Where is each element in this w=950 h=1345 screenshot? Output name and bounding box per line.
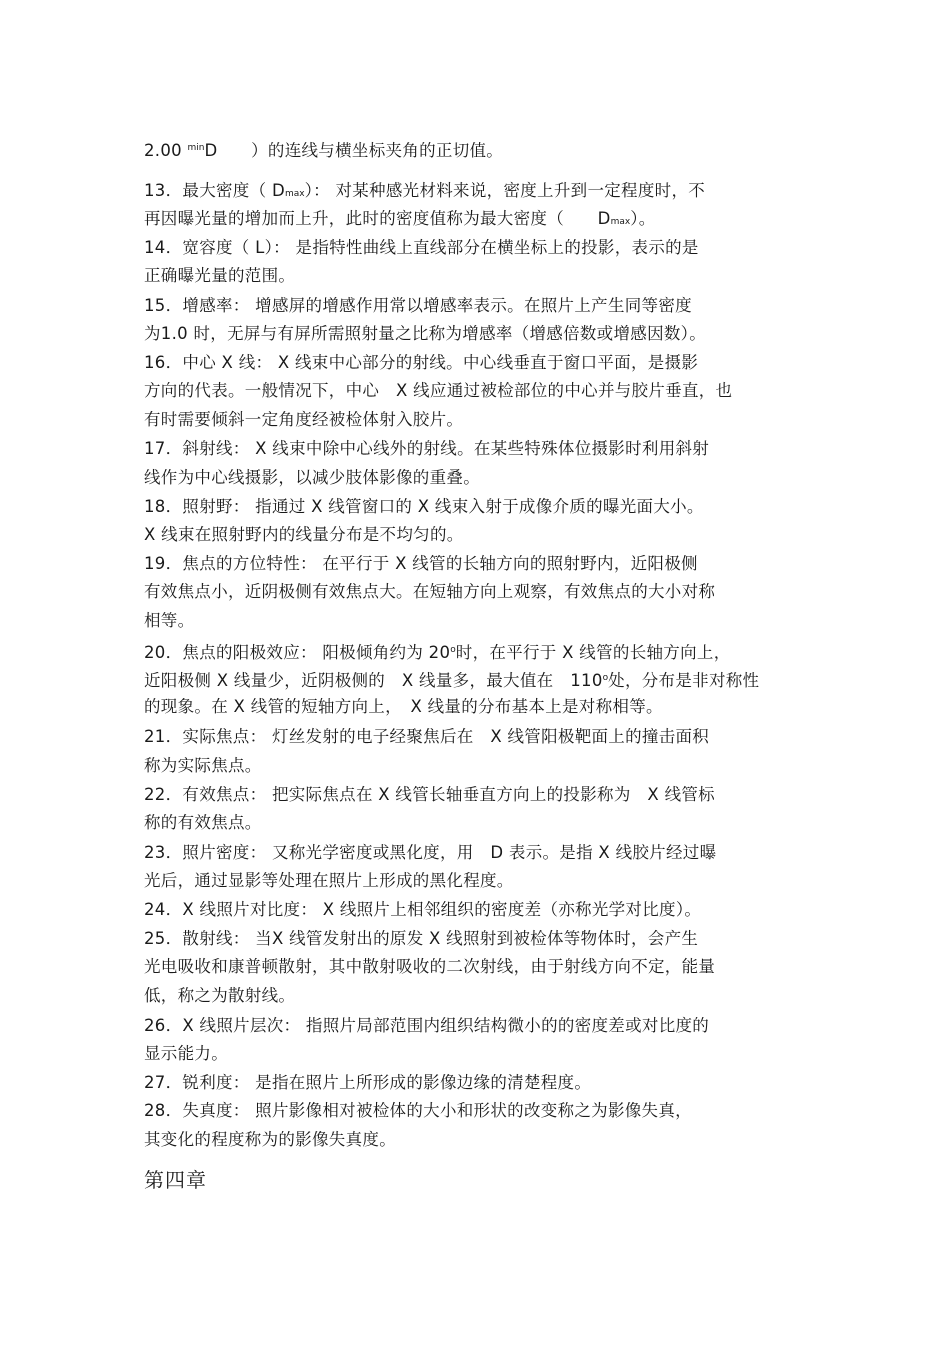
text-segment: 相等。	[144, 611, 195, 630]
term-13-line-2	[144, 209, 656, 232]
text-segment: 近阳极侧 X 线量少，近阴极侧的 X 线量多，最大值在 110	[144, 671, 603, 690]
text-segment: ）： 对某种感光材料来说，密度上升到一定程度时，不	[304, 181, 706, 200]
text-segment: 15．增感率： 增感屏的增感作用常以增感率表示。在照片上产生同等密度	[144, 296, 692, 315]
text-segment: X 线束在照射野内的线量分布是不均匀的。	[144, 525, 464, 544]
term-20-line-2	[144, 668, 759, 691]
subscript: max	[284, 189, 305, 199]
subscript: max	[610, 217, 631, 227]
text-segment: 方向的代表。一般情况下，中心 X 线应通过被检部位的中心并与胶片垂直，也	[144, 381, 733, 400]
term-20-line-1	[144, 640, 731, 663]
text-segment: 显示能力。	[144, 1044, 228, 1063]
term-24-line-1	[144, 900, 701, 920]
fragment-rest: ）的连线与横坐标夹角的正切值。	[251, 141, 504, 160]
text-segment: 22．有效焦点： 把实际焦点在 X 线管长轴垂直方向上的投影称为 X 线管标	[144, 785, 715, 804]
text-segment: 18．照射野： 指通过 X 线管窗口的 X 线束入射于成像介质的曝光面大小。	[144, 497, 704, 516]
term-16-line-1	[144, 353, 698, 373]
text-segment: 24．X 线照片对比度： X 线照片上相邻组织的密度差（亦称光学对比度）。	[144, 900, 702, 919]
text-segment: 16．中心 X 线： X 线束中心部分的射线。中心线垂直于窗口平面，是摄影	[144, 353, 699, 372]
term-17-line-2	[144, 468, 480, 488]
term-19-line-2	[144, 582, 715, 602]
term-28-line-1	[144, 1101, 692, 1121]
text-segment: 27．锐利度： 是指在照片上所形成的影像边缘的清楚程度。	[144, 1073, 592, 1092]
degree-mark: o	[450, 645, 456, 655]
term-20-line-3	[144, 697, 663, 717]
text-segment: 处，分布是非对称性	[608, 671, 760, 690]
term-14-line-1	[144, 238, 699, 258]
text-segment: 称为实际焦点。	[144, 756, 262, 775]
text-segment: 23．照片密度： 又称光学密度或黑化度，用 D 表示。是指 X 线胶片经过曝	[144, 843, 717, 862]
term-23-line-2	[144, 871, 514, 891]
text-segment: 的现象。在 X 线管的短轴方向上， X 线量的分布基本上是对称相等。	[144, 697, 663, 716]
term-13-line-1	[144, 181, 705, 204]
term-28-line-2	[144, 1130, 396, 1150]
text-segment: 20．焦点的阳极效应： 阳极倾角约为 20	[144, 643, 451, 662]
text-segment: 光电吸收和康普顿散射，其中散射吸收的二次射线，由于射线方向不定，能量	[144, 957, 716, 976]
term-26-line-2	[144, 1044, 228, 1064]
term-21-line-2	[144, 756, 262, 776]
text-segment: 时，在平行于 X 线管的长轴方向上，	[455, 643, 731, 662]
term-25-line-2	[144, 957, 715, 977]
text-segment: 26．X 线照片层次： 指照片局部范围内组织结构微小的的密度差或对比度的	[144, 1016, 710, 1035]
term-26-line-1	[144, 1016, 709, 1036]
term-22-line-2	[144, 813, 262, 833]
term-17-line-1	[144, 439, 709, 459]
text-segment: 线作为中心线摄影，以减少肢体影像的重叠。	[144, 468, 480, 487]
term-15-line-1	[144, 296, 692, 316]
term-15-line-2	[144, 324, 706, 344]
term-22-line-1	[144, 785, 715, 805]
fragment-prefix: 2.00	[144, 141, 182, 160]
top-fragment-line	[144, 138, 503, 161]
text-segment: 有效焦点小，近阴极侧有效焦点大。在短轴方向上观察，有效焦点的大小对称	[144, 582, 716, 601]
fragment-d: D	[204, 141, 218, 160]
text-segment: 25．散射线： 当X 线管发射出的原发 X 线照射到被检体等物体时，会产生	[144, 929, 699, 948]
term-16-line-3	[144, 410, 463, 430]
term-25-line-3	[144, 986, 295, 1006]
text-segment: 有时需要倾斜一定角度经被检体射入胶片。	[144, 410, 464, 429]
term-19-line-1	[144, 554, 698, 574]
term-25-line-1	[144, 929, 698, 949]
text-segment: 正确曝光量的范围。	[144, 266, 296, 285]
term-21-line-1	[144, 727, 709, 747]
term-18-line-1	[144, 497, 704, 517]
text-segment: 再因曝光量的增加而上升，此时的密度值称为最大密度（ D	[144, 209, 611, 228]
term-18-line-2	[144, 525, 464, 545]
fragment-min-subscript: min	[187, 143, 205, 153]
text-segment: 其变化的程度称为的影像失真度。	[144, 1130, 396, 1149]
term-16-line-2	[144, 381, 732, 401]
text-segment: 低，称之为散射线。	[144, 986, 296, 1005]
text-segment: 17．斜射线： X 线束中除中心线外的射线。在某些特殊体位摄影时利用斜射	[144, 439, 710, 458]
degree-mark: o	[602, 673, 609, 683]
chapter-heading: 第四章	[144, 1168, 207, 1192]
text-segment: 21．实际焦点： 灯丝发射的电子经聚焦后在 X 线管阳极靶面上的撞击面积	[144, 727, 710, 746]
text-segment: 28．失真度： 照片影像相对被检体的大小和形状的改变称之为影像失真，	[144, 1101, 692, 1120]
text-segment: 光后，通过显影等处理在照片上形成的黑化程度。	[144, 871, 514, 890]
text-segment: 19．焦点的方位特性： 在平行于 X 线管的长轴方向的照射野内，近阳极侧	[144, 554, 698, 573]
text-segment: 14．宽容度（ L）： 是指特性曲线上直线部分在横坐标上的投影，表示的是	[144, 238, 699, 257]
term-27-line-1	[144, 1073, 591, 1093]
term-23-line-1	[144, 843, 716, 863]
term-14-line-2	[144, 266, 295, 286]
text-segment: 13．最大密度（ D	[144, 181, 285, 200]
text-segment: 为1.0 时，无屏与有屏所需照射量之比称为增感率（增感倍数或增感因数）。	[144, 324, 707, 343]
text-segment: ）。	[630, 209, 656, 228]
text-segment: 称的有效焦点。	[144, 813, 262, 832]
term-19-line-3	[144, 611, 194, 631]
